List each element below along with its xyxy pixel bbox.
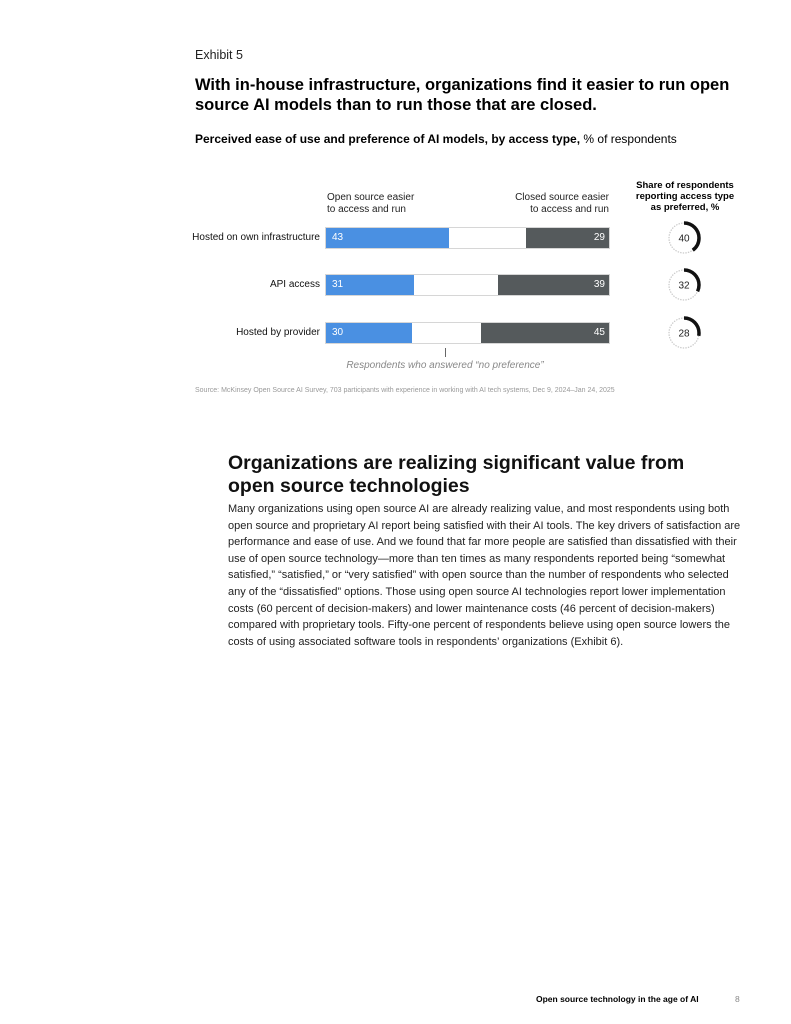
row-label: Hosted by provider (236, 327, 320, 338)
bar-closed-source (481, 323, 609, 343)
bar-track (325, 322, 610, 344)
section-title: Organizations are realizing significant value from open source technologies (228, 452, 685, 497)
page-number: 8 (735, 994, 740, 1004)
bar-open-source (326, 275, 414, 295)
share-preferred-header (620, 180, 750, 213)
share-donut-value: 28 (678, 328, 690, 340)
open-header-line1: Open source easier (327, 192, 415, 203)
bar-open-source-label: 30 (332, 327, 344, 338)
share-header-line2: reporting access type (635, 191, 735, 202)
closed-header-line1: Closed source easier (515, 192, 609, 203)
exhibit-headline: With in-house infrastructure, organizations find it easier to run open source AI models than to run those that are closed. (195, 76, 730, 114)
share-donut (664, 265, 704, 305)
row-label: Hosted on own infrastructure (192, 232, 320, 243)
source-note: Source: McKinsey Open Source AI Survey, 703 participants with experience in working with AI tech systems, Dec 9, 2024–Jan 24, 2025 (195, 387, 615, 394)
share-header-line1: Share of respondents (636, 180, 734, 191)
no-preference-annotation: Respondents who answered “no preference” (346, 360, 544, 371)
closed-source-column-header (470, 192, 609, 216)
footer-title: Open source technology in the age of AI (536, 994, 699, 1004)
share-header-line3: as preferred, % (650, 202, 720, 213)
share-donut-value: 32 (678, 280, 690, 292)
bar-closed-source-label: 45 (593, 327, 605, 338)
share-donut (664, 313, 704, 353)
body-paragraph: Many organizations using open source AI are already realizing value, and most respondents using both open source and proprietary AI report being satisfied with their AI tools. The key drivers of satisfaction are performance and ease of use. And we found that far more people are satisfied than dissatisfied with their use of open source technology—more than ten times as many respondents reported being “somewhat satisfied,” “satisfied,” or “very satisfied” with open source than the number of respondents who selected any of the “dissatisfied” options. Those using open source AI technologies report lower implementation costs (60 percent of decision-makers) and lower maintenance costs (46 percent of decision-makers) compared with proprietary tools. Fifty-one percent of respondents believe using open source lowers the costs of using associated software tools in respondents’ organizations (Exhibit 6). (228, 503, 741, 648)
row-label: API access (269, 279, 320, 290)
bar-open-source-label: 43 (332, 232, 344, 243)
closed-header-line2: to access and run (530, 204, 609, 215)
share-donut-value: 40 (678, 233, 690, 245)
bar-open-source-label: 31 (332, 279, 344, 290)
bar-track (325, 227, 610, 249)
no-preference-tick (445, 348, 446, 357)
bar-closed-source-label: 39 (593, 279, 605, 290)
bar-closed-source-label: 29 (593, 232, 605, 243)
open-source-column-header (327, 192, 414, 216)
exhibit-label: Exhibit 5 (195, 48, 243, 62)
open-header-line2: to access and run (327, 204, 406, 215)
chart-subtitle-bold: Perceived ease of use and preference of AI models, by access type, (195, 132, 581, 146)
chart-subtitle-unit: % of respondents (580, 132, 677, 146)
chart-subtitle (195, 132, 677, 146)
bar-closed-source (498, 275, 609, 295)
bar-closed-source (526, 228, 609, 248)
bar-open-source (326, 228, 449, 248)
bar-track (325, 274, 610, 296)
share-donut (664, 218, 704, 258)
bar-open-source (326, 323, 412, 343)
